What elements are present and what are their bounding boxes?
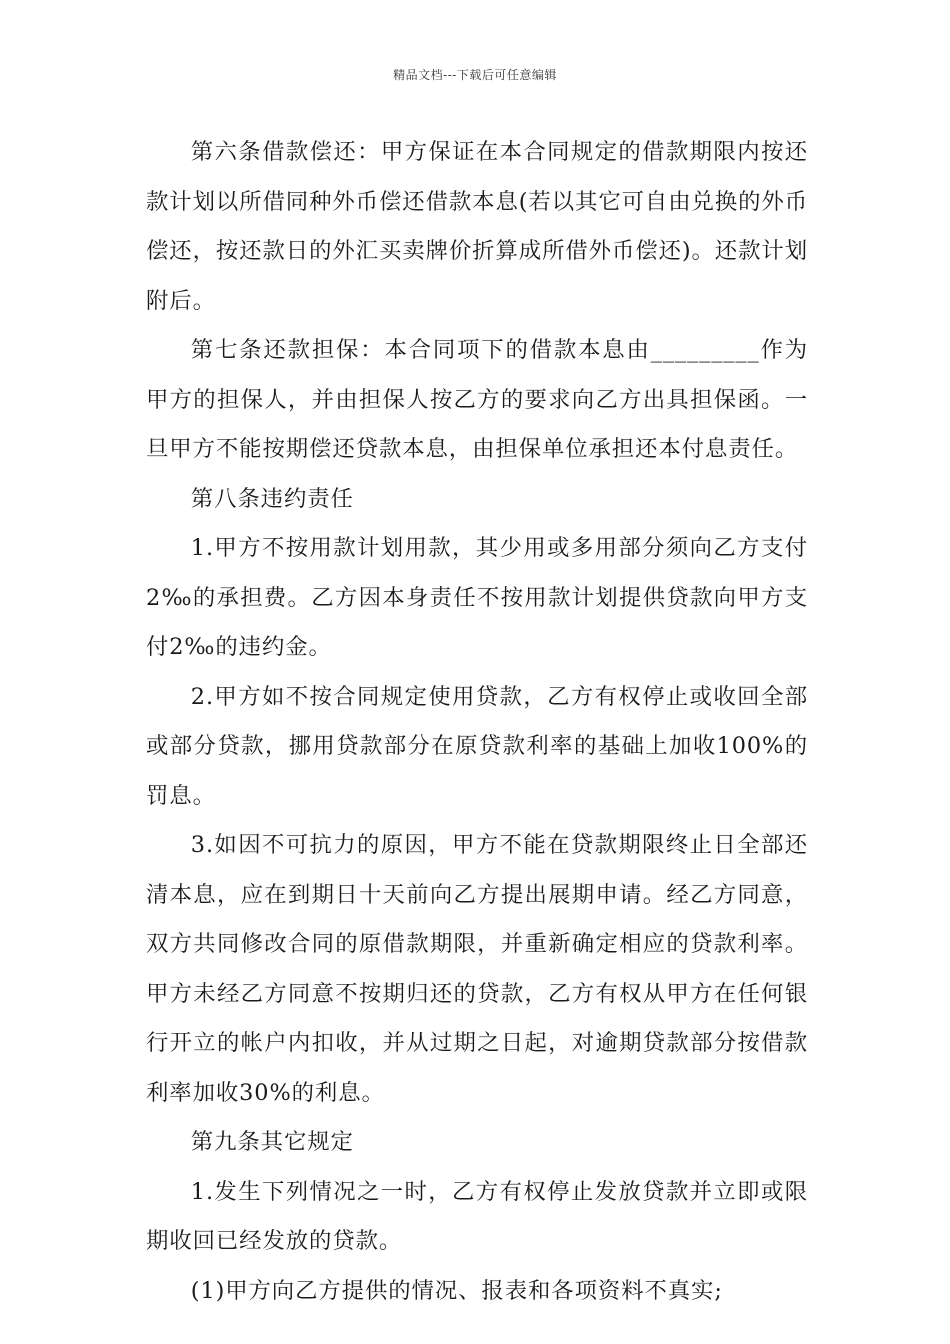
article-8-heading: 第八条违约责任 <box>190 485 354 512</box>
article-6-repayment: 第六条借款偿还：甲方保证在本合同规定的借款期限内按还款计划以所借同种外币偿还借款本息(若以其它可自由兑换的外币偿还，按还款日的外汇买卖牌价折算成所借外币偿还)。还款计划附后。 <box>146 139 808 314</box>
article-9-heading: 第九条其它规定 <box>190 1129 354 1155</box>
article-7-guarantee: 第七条还款担保：本合同项下的借款本息由_________作为甲方的担保人，并由担保人按乙方的要求向乙方出具担保函。一旦甲方不能按期偿还贷款本息，由担保单位承担还本付息责任。 <box>146 337 808 462</box>
article-8-clause-3: 3.如因不可抗力的原因，甲方不能在贷款期限终止日全部还清本息，应在到期日十天前向乙方提出展期申请。经乙方同意，双方共同修改合同的原借款期限，并重新确定相应的贷款利率。甲方未经乙方同意不按期归还的贷款，乙方有权从甲方在任何银行开立的帐户内扣收，并从过期之日起，对逾期贷款部分按借款利率加收30%的利息。 <box>146 832 808 1106</box>
article-9-item-1: (1)甲方向乙方提供的情况、报表和各项资料不真实; <box>190 1277 723 1304</box>
page-header: 精品文档---下载后可任意编辑 <box>393 68 557 82</box>
document-body <box>146 128 808 1316</box>
article-9-clause-1: 1.发生下列情况之一时，乙方有权停止发放贷款并立即或限期收回已经发放的贷款。 <box>146 1178 808 1254</box>
article-8-clause-2: 2.甲方如不按合同规定使用贷款，乙方有权停止或收回全部或部分贷款，挪用贷款部分在原贷款利率的基础上加收100%的罚息。 <box>146 683 808 809</box>
article-8-clause-1: 1.甲方不按用款计划用款，其少用或多用部分须向乙方支付2‰的承担费。乙方因本身责任不按用款计划提供贷款向甲方支付2‰的违约金。 <box>146 535 808 660</box>
